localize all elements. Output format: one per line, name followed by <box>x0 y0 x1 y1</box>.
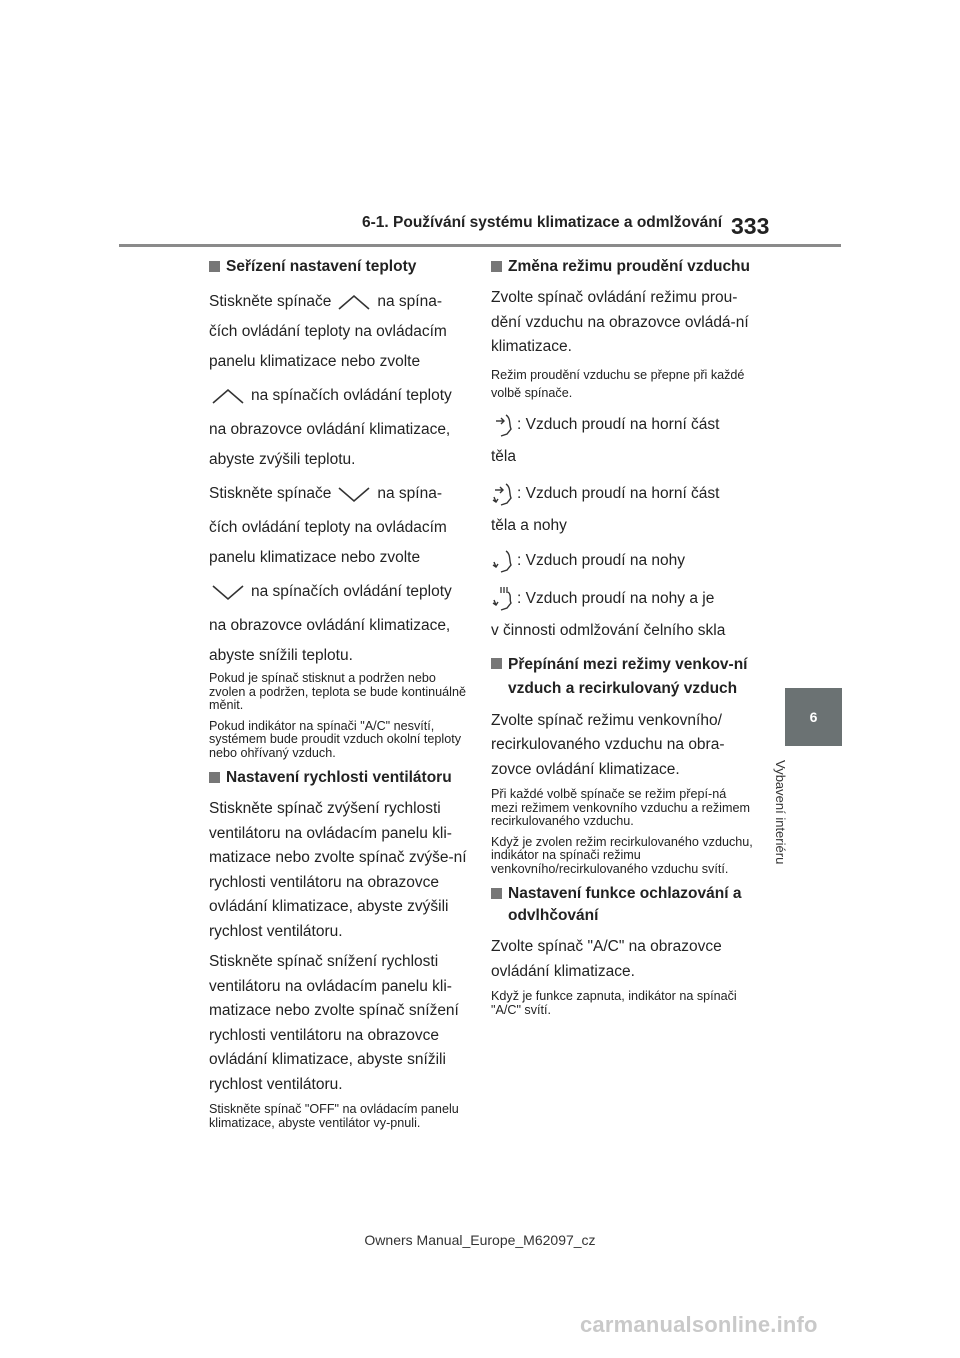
footer-manual-id: Owners Manual_Europe_M62097_cz <box>364 1232 596 1248</box>
airflow-face-feet-icon <box>491 481 517 507</box>
airflow-feet-defrost-icon <box>491 586 517 612</box>
airflow-text: Zvolte spínač ovládání režimu prou-dění vzduchu na obrazovce ovládá-ní klimatizace. <box>491 289 749 355</box>
chapter-number: 6 <box>809 709 818 725</box>
temp-up-chevron-icon <box>331 291 377 313</box>
chapter-title: Vybavení interiéru <box>773 760 788 865</box>
airflow-face-icon <box>491 412 517 438</box>
cooling-text: Zvolte spínač "A/C" na obrazovce ovládání klimatizace. <box>491 938 722 980</box>
page-number: 333 <box>731 213 770 239</box>
temp-down-line-6: abyste snížili teplotu. <box>209 647 353 664</box>
mode-feet-defrost-line: : Vzduch proudí na nohy a je <box>491 586 753 612</box>
airflow-note: Režim proudění vzduchu se přepne při každé volbě spínače. <box>491 367 745 400</box>
temp-down-line-2: čích ovládání teploty na ovládacím <box>209 519 447 536</box>
cooling-heading: Nastavení funkce ochlazování a odvlhčování <box>491 883 753 927</box>
header-divider <box>119 244 841 247</box>
mode-feet-line: : Vzduch proudí na nohy <box>491 548 753 574</box>
heading-square-icon <box>491 261 502 272</box>
temp-down-chevron-icon <box>209 581 251 603</box>
temp-up-line-2: čích ovládání teploty na ovládacím <box>209 323 447 340</box>
chapter-tab[interactable] <box>785 688 842 746</box>
temp-up-line-4: na spínačích ovládání teploty <box>209 384 471 408</box>
temp-down-chevron-icon <box>331 483 377 505</box>
temp-down-line-3: panelu klimatizace nebo zvolte <box>209 549 421 566</box>
right-column <box>491 254 753 1024</box>
temp-up-line-1: Stiskněte spínače na spína- <box>209 290 471 314</box>
left-column <box>209 254 471 1137</box>
mode-face-line-2: těla <box>491 447 516 465</box>
airflow-heading: Změna režimu proudění vzduchu <box>491 256 753 278</box>
mode-bilevel-line: : Vzduch proudí na horní část <box>491 481 753 507</box>
temp-note-ac: Pokud indikátor na spínači "A/C" nesvítí, systémem bude proudit vzduch okolní teploty nebo ohřívaný vzduch. <box>209 718 462 760</box>
chapter-side-label <box>773 760 806 900</box>
mode-feet-defrost-line-2: v činnosti odmlžování čelního skla <box>491 621 726 639</box>
temp-down-line-5: na obrazovce ovládání klimatizace, <box>209 617 451 634</box>
recirc-heading: Přepínání mezi režimy venkov-ní vzduch a recirkulovaný vzduch <box>491 653 753 701</box>
mode-face-line: : Vzduch proudí na horní část <box>491 412 753 438</box>
fan-increase-text: Stiskněte spínač zvýšení rychlosti ventilátoru na ovládacím panelu kli-matizace nebo zvolte spínač zvýše-ní rychlosti ventilátoru na obrazovce ovládání klimatizace, abyste zvýšili rychlost ventilátoru. <box>209 800 467 940</box>
heading-square-icon <box>491 658 502 669</box>
temp-up-chevron-icon <box>209 385 251 407</box>
recirc-note-toggle: Při každé volbě spínače se režim přepí-ná mezi režimem venkovního vzduchu a režimem recirkulovaného vzduchu. <box>491 787 750 828</box>
airflow-feet-icon <box>491 548 517 574</box>
section-title: 6-1. Používání systému klimatizace a odmlžování <box>362 214 723 231</box>
temp-heading: Seřízení nastavení teploty <box>209 256 471 278</box>
temp-note-hold: Pokud je spínač stisknut a podržen nebo zvolen a podržen, teplota se bude kontinuálně měnit. <box>209 671 466 712</box>
heading-square-icon <box>209 772 220 783</box>
temp-up-line-6: abyste zvýšili teplotu. <box>209 451 356 468</box>
recirc-text: Zvolte spínač režimu venkovního/ recirkulovaného vzduchu na obra-zovce ovládání klimatizace. <box>491 711 725 778</box>
heading-square-icon <box>491 888 502 899</box>
temp-up-line-3: panelu klimatizace nebo zvolte <box>209 353 421 370</box>
mode-bilevel-line-2: těla a nohy <box>491 516 567 534</box>
cooling-note: Když je funkce zapnuta, indikátor na spínači "A/C" svítí. <box>491 989 737 1017</box>
watermark: carmanualsonline.info <box>580 1312 818 1337</box>
fan-decrease-text: Stiskněte spínač snížení rychlosti ventilátoru na ovládacím panelu kli-matizace nebo zvolte spínač snížení rychlosti ventilátoru na obrazovce ovládání klimatizace, abyste snížili rychlost ventilátoru. <box>209 953 459 1093</box>
fan-heading: Nastavení rychlosti ventilátoru <box>209 767 471 789</box>
temp-up-line-5: na obrazovce ovládání klimatizace, <box>209 421 451 438</box>
temp-down-line-4: na spínačích ovládání teploty <box>209 580 471 604</box>
heading-square-icon <box>209 261 220 272</box>
temp-down-line-1: Stiskněte spínače na spína- <box>209 482 471 506</box>
fan-off-note: Stiskněte spínač "OFF" na ovládacím panelu klimatizace, abyste ventilátor vy-pnuli. <box>209 1102 459 1130</box>
recirc-note-indicator: Když je zvolen režim recirkulovaného vzduchu, indikátor na spínači režimu venkovního/recirkulovaného vzduchu svítí. <box>491 834 753 876</box>
